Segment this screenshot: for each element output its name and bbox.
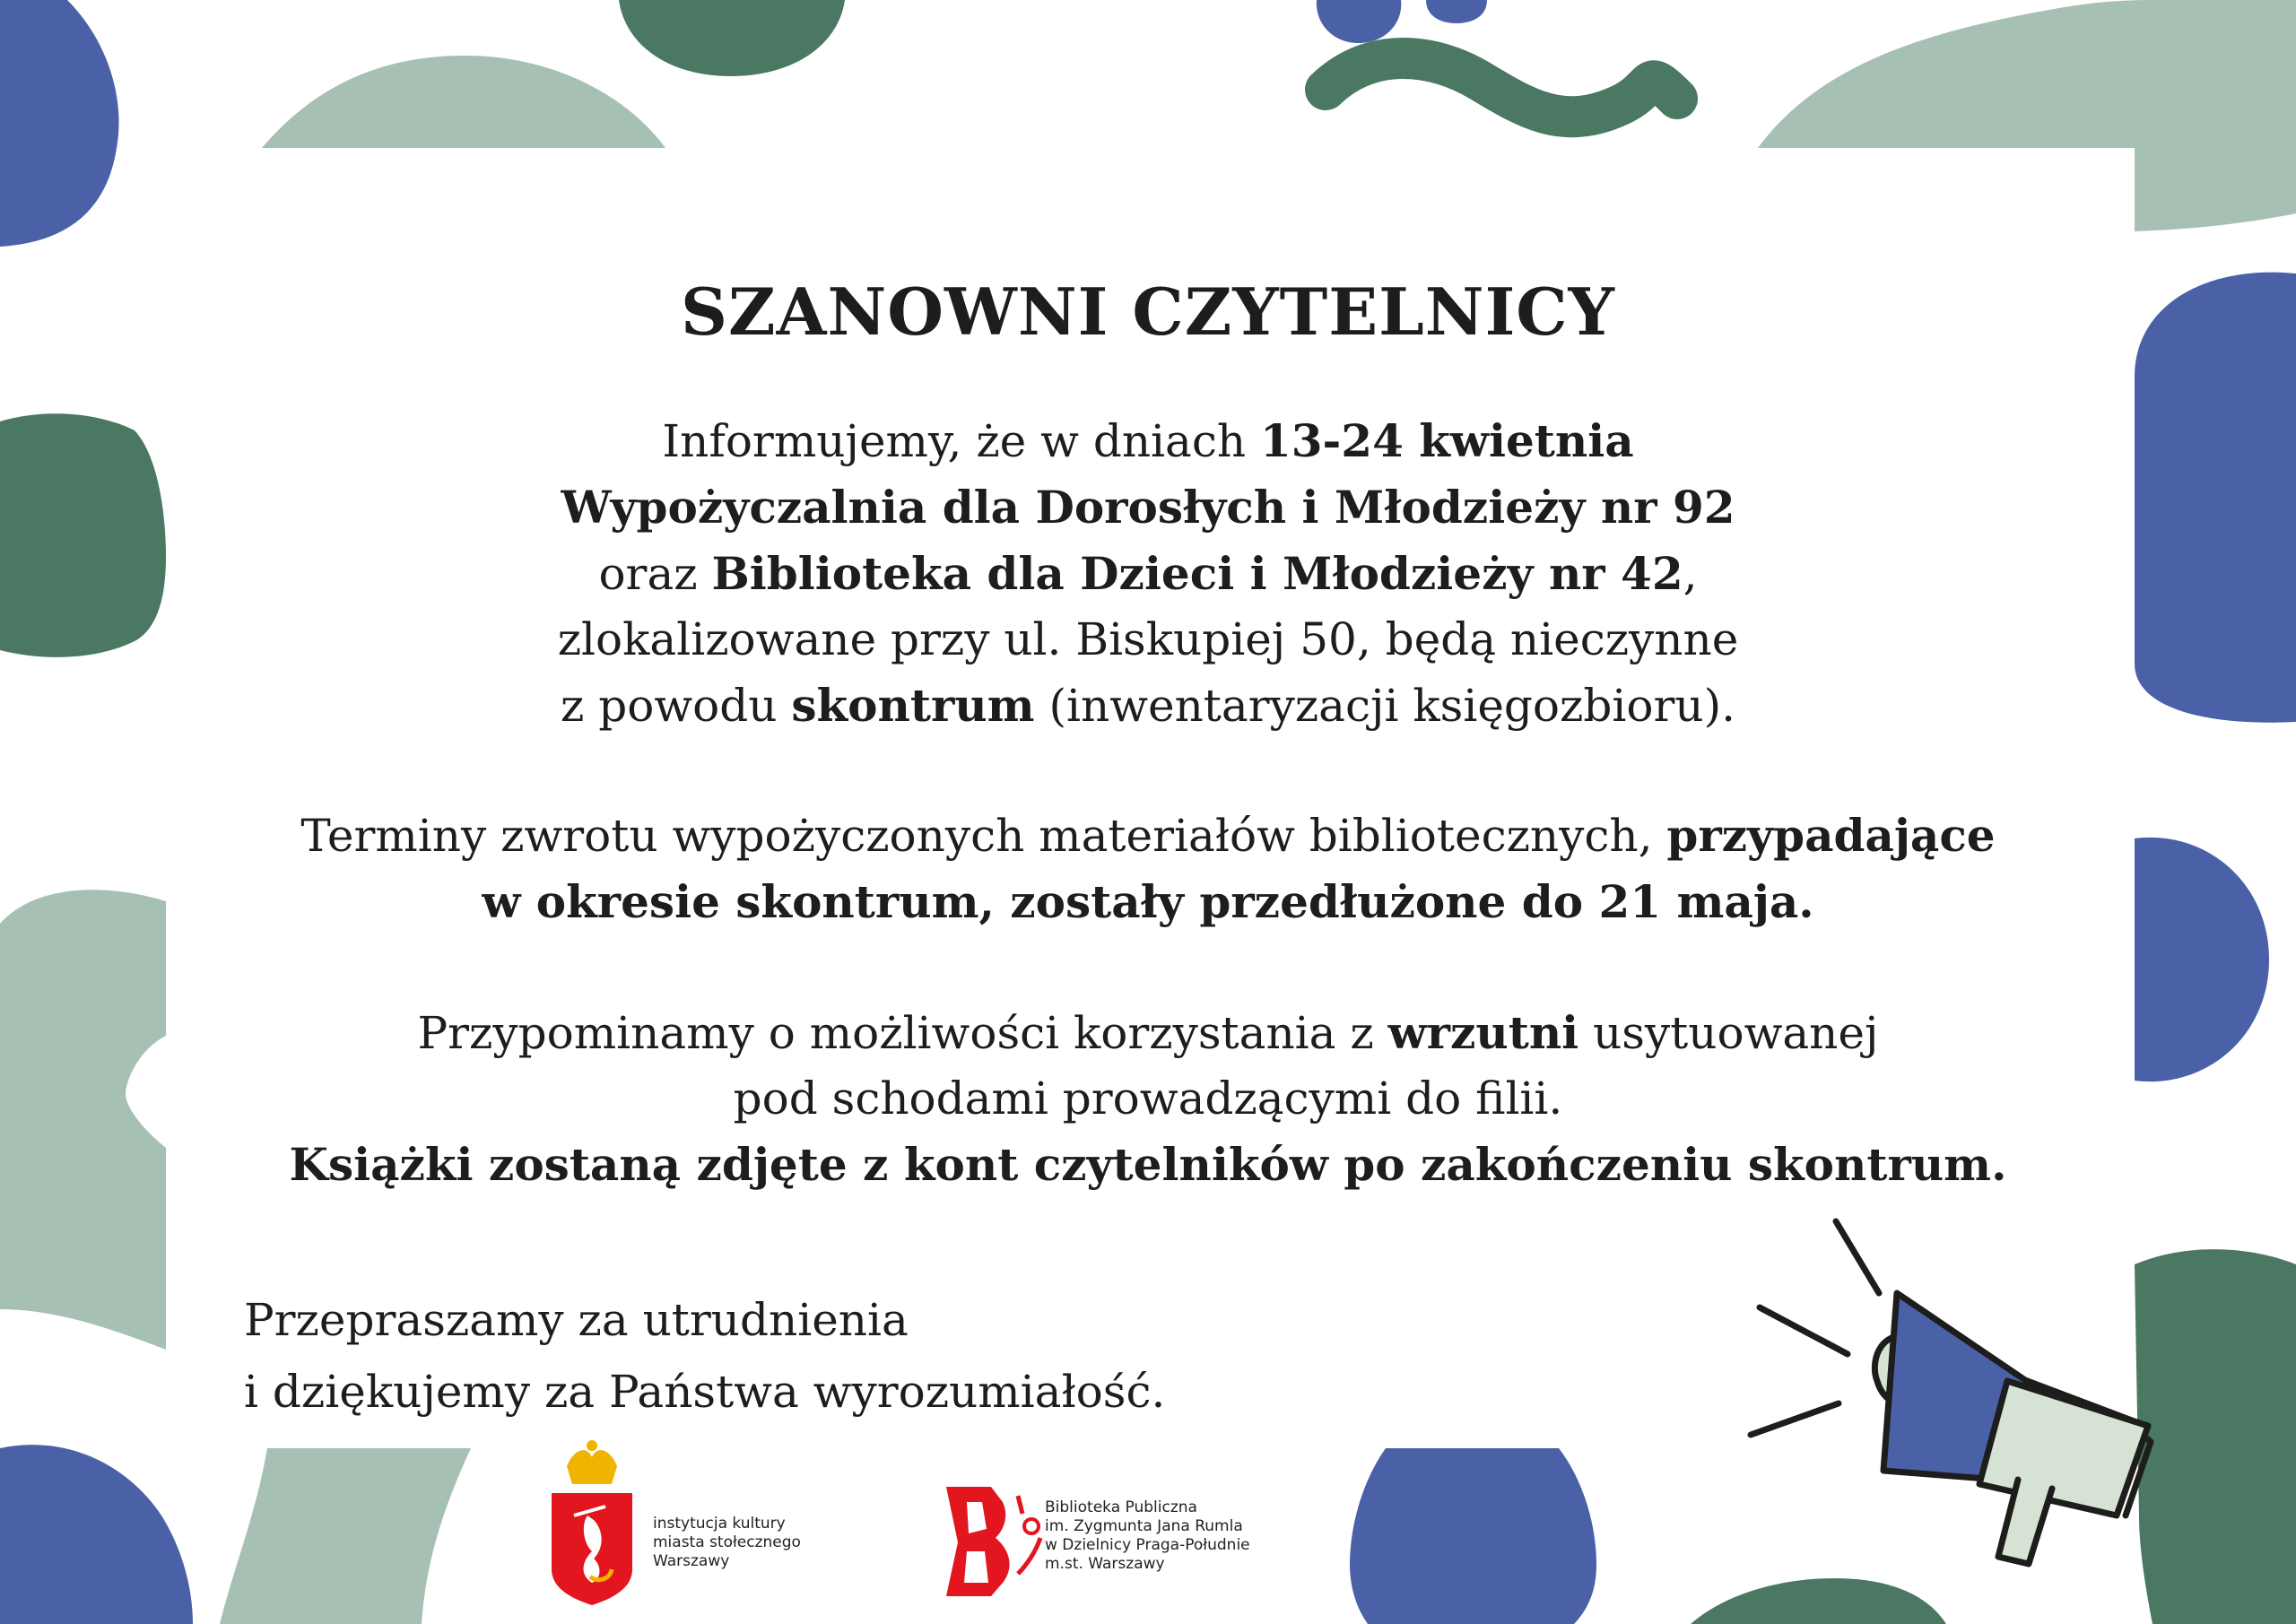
shape-sage-bottom-left: [220, 1448, 471, 1624]
circle-green-top: [619, 0, 845, 76]
text: ,: [1683, 548, 1698, 600]
logo-caption-line: m.st. Warszawy: [1045, 1555, 1165, 1573]
closing-note: [244, 1284, 1165, 1428]
paragraph-line: [0, 869, 2296, 935]
squiggle-green: [1326, 58, 1677, 117]
branch-name-42: Biblioteka dla Dzieci i Młodzieży nr 42: [711, 547, 1683, 600]
logo-caption-line: Biblioteka Publiczna: [1045, 1498, 1197, 1516]
paragraph-closure-info: [0, 408, 2296, 739]
warsaw-coat-of-arms-icon: [552, 1440, 632, 1605]
shape-sage-top-right: [1758, 0, 2296, 231]
paragraph-book-drop: [0, 1000, 2296, 1198]
paragraph-line: [0, 1000, 2296, 1066]
paragraph-line: [0, 408, 2296, 474]
emphasis: w okresie skontrum, zostały przedłużone do 21 maja.: [482, 875, 1814, 928]
paragraph-return-dates: [0, 803, 2296, 935]
branch-name-92: Wypożyczalnia dla Dorosłych i Młodzieży nr 92: [561, 481, 1735, 534]
logo-caption-line: im. Zygmunta Jana Rumla: [1045, 1517, 1243, 1535]
page-title: SZANOWNI CZYTELNICY: [681, 274, 1615, 350]
shape-green-bottom-right: [2135, 1249, 2296, 1624]
logo-caption-line: Warszawy: [653, 1552, 730, 1570]
date-range: 13-24 kwietnia: [1259, 414, 1634, 467]
text: Przypominamy o możliwości korzystania z: [417, 1007, 1388, 1059]
closing-line: i dziękujemy za Państwa wyrozumiałość.: [244, 1366, 1166, 1418]
dome-sage-top: [262, 56, 665, 148]
text: (inwentaryzacji księgozbioru).: [1034, 680, 1735, 732]
text: oraz: [598, 548, 712, 600]
paragraph-line: [0, 803, 2296, 869]
text: z powodu: [561, 680, 792, 732]
paragraph-line: [0, 474, 2296, 541]
paragraph-line: [0, 673, 2296, 739]
drop-blue-top-2: [1426, 0, 1487, 23]
text: Terminy zwrotu wypożyczonych materiałów bibliotecznych,: [300, 810, 1667, 862]
paragraph-line: [0, 541, 2296, 607]
library-logo-caption: [1045, 1498, 1250, 1574]
closing-line: Przepraszamy za utrudnienia: [244, 1294, 909, 1346]
logo-caption-line: instytucja kultury: [653, 1515, 786, 1533]
emphasis: Książki zostaną zdjęte z kont czytelników po zakończeniu skontrum.: [289, 1138, 2007, 1191]
text: usytuowanej: [1578, 1007, 1879, 1059]
shape-green-bottom-center: [1691, 1578, 1946, 1624]
paragraph-line: [0, 1132, 2296, 1198]
drop-blue-top-1: [1317, 0, 1401, 43]
emphasis: przypadające: [1666, 809, 1996, 862]
warsaw-logo-caption: [653, 1515, 801, 1571]
skontrum-term: skontrum: [791, 679, 1035, 732]
paragraph-line: zlokalizowane przy ul. Biskupiej 50, będą nieczynne: [557, 613, 1739, 665]
megaphone-icon: [1751, 1221, 2151, 1564]
text: Informujemy, że w dniach: [662, 415, 1260, 467]
circle-blue-bottom: [1350, 1448, 1596, 1624]
library-logo-icon: [946, 1487, 1040, 1596]
logo-caption-line: miasta stołecznego: [653, 1533, 801, 1551]
logo-caption-line: w Dzielnicy Praga-Południe: [1045, 1536, 1250, 1554]
emphasis: wrzutni: [1387, 1006, 1579, 1059]
paragraph-line: pod schodami prowadzącymi do filii.: [733, 1073, 1563, 1125]
blob-blue-top-left: [0, 0, 119, 247]
blob-blue-bottom-left: [0, 1445, 193, 1624]
